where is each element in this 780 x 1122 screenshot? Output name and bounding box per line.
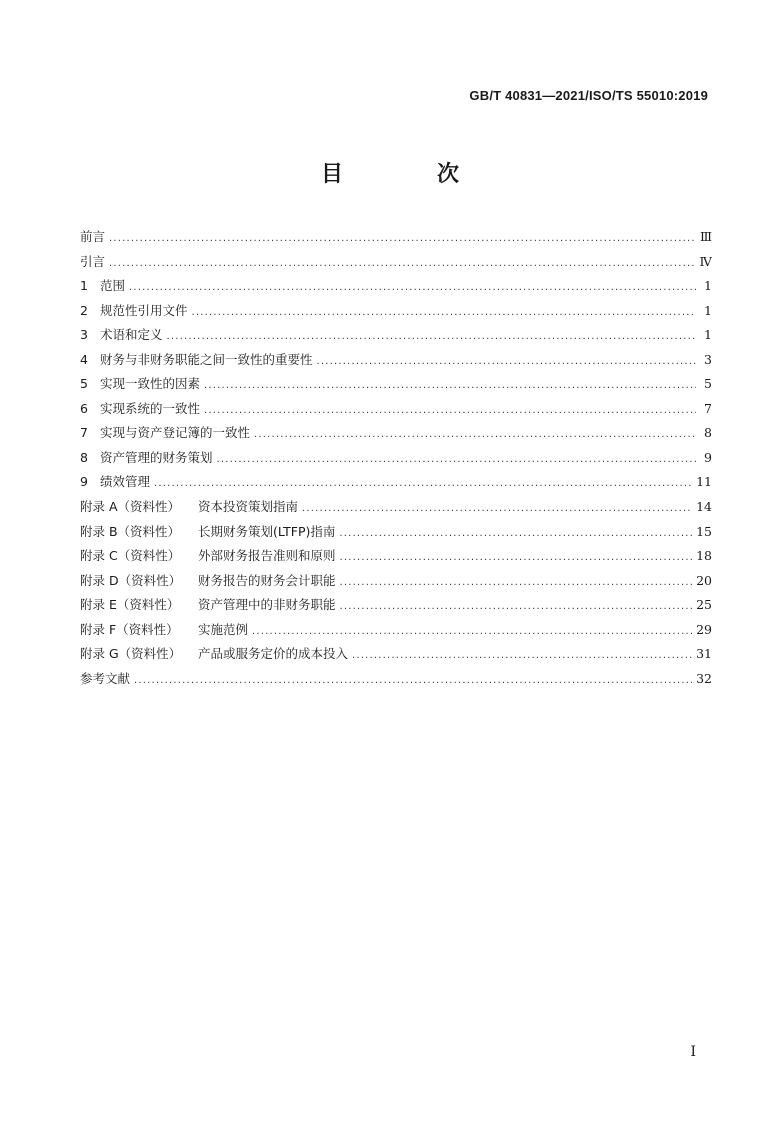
- toc-entry-bibliography[interactable]: [80, 667, 712, 692]
- toc-number: 9: [80, 474, 88, 490]
- toc-page: 7: [704, 400, 712, 416]
- toc-label: 绩效管理: [100, 474, 151, 490]
- toc-label: 实施范例: [198, 621, 249, 637]
- page-title: 目 次: [320, 162, 495, 187]
- toc-label: 外部财务报告准则和原则: [198, 548, 336, 564]
- leader-dots: [129, 276, 696, 299]
- toc-entry-9[interactable]: [80, 470, 712, 495]
- leader-dots: [339, 522, 692, 545]
- toc-number: 7: [80, 425, 88, 441]
- toc-page: 11: [696, 474, 712, 490]
- toc-label: 实现一致性的因素: [100, 376, 201, 392]
- toc-entry-5[interactable]: [80, 372, 712, 397]
- toc-label: 参考文献: [80, 670, 131, 686]
- toc-page: 1: [704, 327, 712, 343]
- annex-prefix: 附录 C（资料性）: [80, 548, 181, 564]
- leader-dots: [204, 399, 696, 422]
- leader-dots: [340, 571, 693, 594]
- toc-page: Ⅲ: [699, 229, 712, 244]
- leader-dots: [167, 325, 696, 348]
- toc-label: 引言: [80, 253, 106, 269]
- toc-label: 术语和定义: [100, 327, 163, 343]
- annex-prefix: 附录 E（资料性）: [80, 597, 180, 613]
- toc-label: 资产管理的财务策划: [100, 449, 213, 465]
- leader-dots: [317, 350, 696, 373]
- toc-entry-4[interactable]: [80, 348, 712, 373]
- standard-code: GB/T 40831—2021/ISO/TS 55010:2019: [469, 88, 708, 103]
- toc-number: 6: [80, 400, 88, 416]
- toc-page: 5: [704, 376, 712, 392]
- toc-page: Ⅳ: [699, 253, 712, 269]
- leader-dots: [134, 669, 692, 692]
- toc-label: 范围: [100, 278, 126, 294]
- toc-entry-annex-d[interactable]: [80, 569, 712, 594]
- leader-dots: [217, 448, 696, 471]
- toc-page: 1: [704, 278, 712, 294]
- toc-entry-annex-e[interactable]: [80, 593, 712, 618]
- toc-entry-annex-b[interactable]: [80, 520, 712, 545]
- toc-label: 前言: [80, 229, 106, 244]
- toc-page: 32: [696, 670, 712, 686]
- toc-page: 18: [696, 548, 712, 564]
- toc-entry-8[interactable]: [80, 446, 712, 471]
- table-of-contents: [80, 225, 712, 691]
- toc-entry-3[interactable]: [80, 323, 712, 348]
- toc-number: 3: [80, 327, 88, 343]
- toc-page: 15: [696, 523, 712, 539]
- leader-dots: [340, 546, 693, 569]
- leader-dots: [302, 497, 692, 520]
- leader-dots: [109, 252, 695, 275]
- toc-page: 1: [704, 302, 712, 318]
- toc-entry-2[interactable]: [80, 299, 712, 324]
- toc-number: 4: [80, 351, 88, 367]
- leader-dots: [192, 301, 696, 324]
- toc-entry-annex-f[interactable]: [80, 618, 712, 643]
- toc-page: 9: [704, 449, 712, 465]
- toc-number: 5: [80, 376, 88, 392]
- toc-page: 31: [696, 646, 712, 662]
- toc-entry-introduction[interactable]: [80, 250, 712, 275]
- toc-label: 资本投资策划指南: [198, 499, 299, 515]
- toc-page: 8: [704, 425, 712, 441]
- annex-prefix: 附录 B（资料性）: [80, 523, 181, 539]
- leader-dots: [340, 595, 693, 618]
- toc-page: 25: [696, 597, 712, 613]
- toc-page: 14: [696, 499, 712, 515]
- leader-dots: [252, 620, 692, 643]
- page-number: I: [690, 1044, 696, 1060]
- toc-page: 29: [696, 621, 712, 637]
- toc-page: 3: [704, 351, 712, 367]
- annex-prefix: 附录 D（资料性）: [80, 572, 182, 588]
- toc-entry-annex-a[interactable]: [80, 495, 712, 520]
- leader-dots: [109, 227, 696, 250]
- annex-prefix: 附录 A（资料性）: [80, 499, 181, 515]
- toc-label: 财务报告的财务会计职能: [198, 572, 336, 588]
- leader-dots: [352, 644, 692, 667]
- leader-dots: [204, 374, 696, 397]
- leader-dots: [254, 423, 696, 446]
- toc-label: 实现系统的一致性: [100, 400, 201, 416]
- toc-entry-1[interactable]: [80, 274, 712, 299]
- toc-number: 8: [80, 449, 88, 465]
- toc-number: 2: [80, 302, 88, 318]
- toc-entry-7[interactable]: [80, 421, 712, 446]
- toc-entry-annex-c[interactable]: [80, 544, 712, 569]
- toc-number: 1: [80, 278, 88, 294]
- toc-page: 20: [696, 572, 712, 588]
- leader-dots: [154, 472, 692, 495]
- toc-label: 长期财务策划(LTFP)指南: [198, 523, 336, 539]
- toc-entry-annex-g[interactable]: [80, 642, 712, 667]
- toc-label: 产品或服务定价的成本投入: [198, 646, 349, 662]
- toc-label: 实现与资产登记簿的一致性: [100, 425, 251, 441]
- annex-prefix: 附录 G（资料性）: [80, 646, 182, 662]
- toc-entry-foreword[interactable]: [80, 225, 712, 250]
- annex-prefix: 附录 F（资料性）: [80, 621, 179, 637]
- toc-entry-6[interactable]: [80, 397, 712, 422]
- toc-label: 资产管理中的非财务职能: [198, 597, 336, 613]
- toc-label: 财务与非财务职能之间一致性的重要性: [100, 351, 313, 367]
- toc-label: 规范性引用文件: [100, 302, 188, 318]
